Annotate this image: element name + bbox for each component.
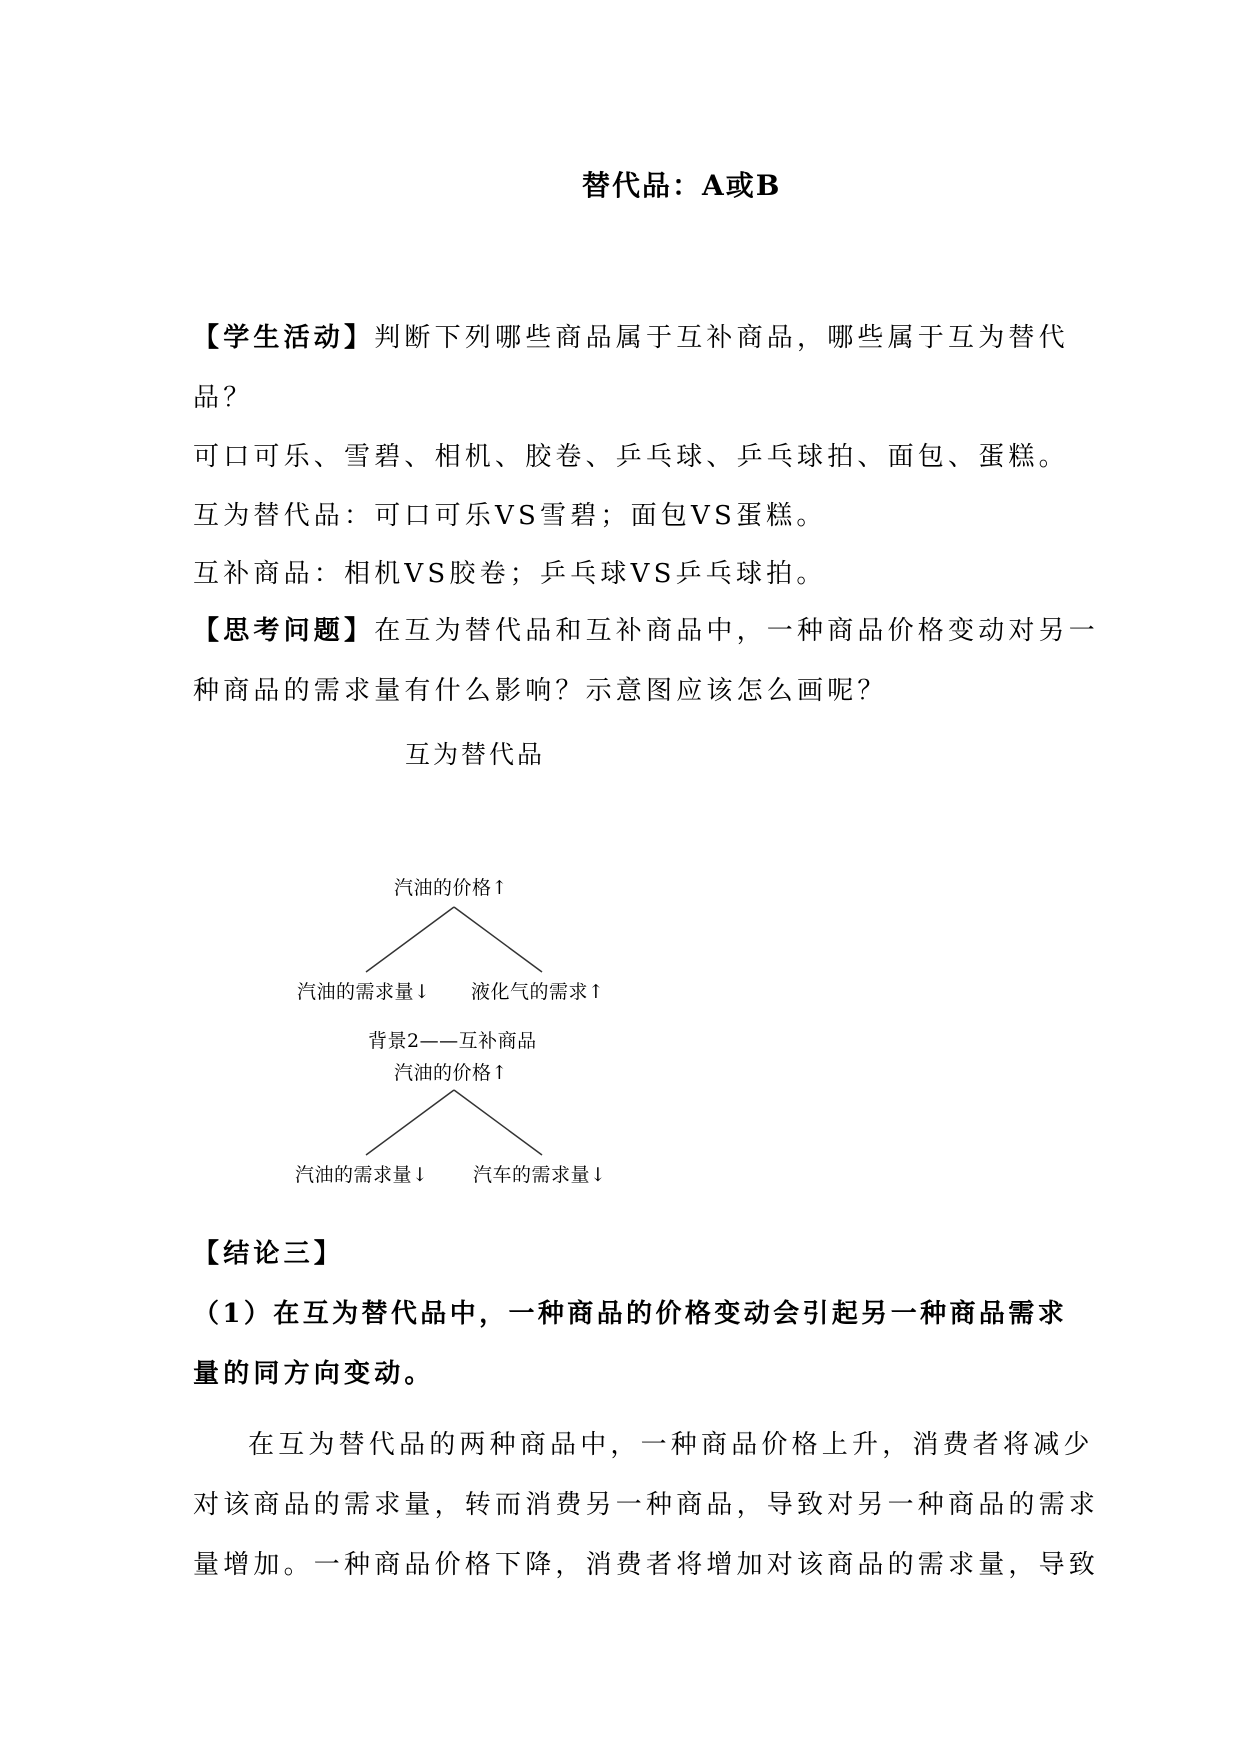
substitute-left-branch [366,907,454,972]
substitute-right-branch [454,907,542,972]
complement-left-node: 汽油的需求量↓ [295,1164,429,1186]
activity-paragraph-line2: 品？ [193,383,254,413]
conclusion-body-line1: 在互为替代品的两种商品中，一种商品价格上升，消费者将减少 [248,1430,1094,1460]
substitutes-line: 互为替代品：可口可乐VS雪碧；面包VS蛋糕。 [193,501,827,531]
activity-label: 【学生活动】 [193,323,375,353]
conclusion-body-line3: 量增加。一种商品价格下降，消费者将增加对该商品的需求量，导致 [193,1550,1100,1580]
activity-text: 判断下列哪些商品属于互补商品，哪些属于互为替代 [374,323,1069,353]
complement-right-node: 汽车的需求量↓ [473,1164,607,1186]
goods-list: 可口可乐、雪碧、相机、胶卷、乒乓球、乒乓球拍、面包、蛋糕。 [193,442,1069,472]
question-paragraph-line2: 种商品的需求量有什么影响？示意图应该怎么画呢？ [193,676,888,706]
conclusion-label: 【结论三】 [193,1239,345,1269]
complements-line: 互补商品：相机VS胶卷；乒乓球VS乒乓球拍。 [193,559,827,589]
substitute-right-node: 液化气的需求↑ [471,981,605,1003]
question-label: 【思考问题】 [193,616,375,646]
question-text: 在互为替代品和互补商品中，一种商品价格变动对另一 [374,616,1100,646]
complement-left-branch [366,1090,454,1155]
complement-caption: 背景2——互补商品 [368,1030,537,1052]
substitute-top-node: 汽油的价格↑ [394,877,508,899]
conclusion-body-line2: 对该商品的需求量，转而消费另一种商品，导致对另一种商品的需求 [193,1490,1100,1520]
conclusion-point1-line2: 量的同方向变动。 [193,1359,435,1389]
substitute-left-node: 汽油的需求量↓ [297,981,431,1003]
complement-top-node: 汽油的价格↑ [394,1062,508,1084]
diagram-title: 互为替代品 [405,740,546,769]
page-title: 替代品：A或B [582,169,782,202]
complement-right-branch [454,1090,542,1155]
conclusion-point1-line1: （1）在互为替代品中，一种商品的价格变动会引起另一种商品需求 [193,1299,1068,1329]
